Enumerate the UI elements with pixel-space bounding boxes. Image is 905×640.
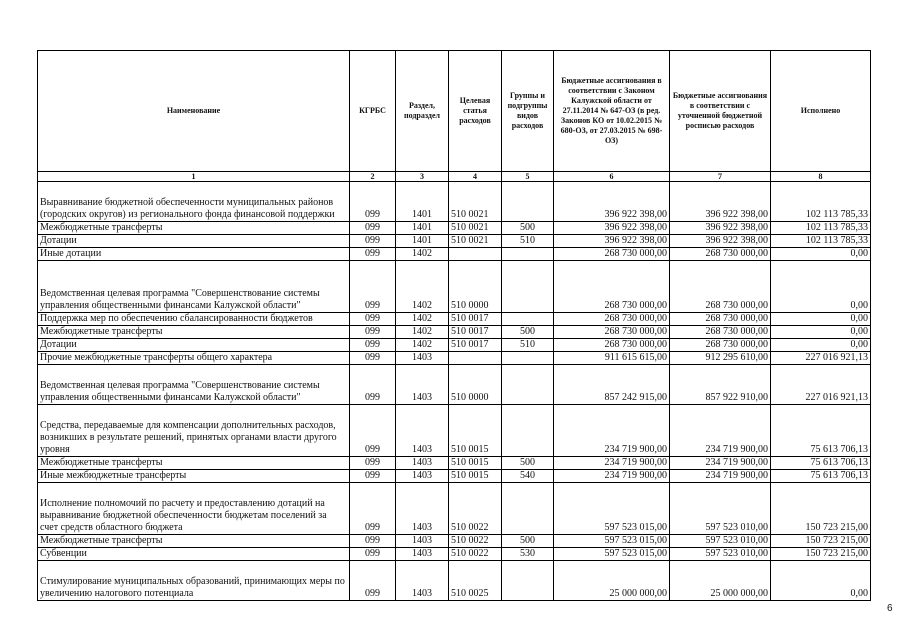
cell-kgrbs: 099 bbox=[350, 339, 396, 352]
header-executed: Исполнено bbox=[771, 51, 871, 172]
cell-executed: 0,00 bbox=[771, 261, 871, 313]
column-number: 3 bbox=[396, 172, 449, 182]
header-article: Целевая статья расходов bbox=[449, 51, 502, 172]
cell-law-appropriation: 396 922 398,00 bbox=[554, 182, 670, 222]
cell-group: 530 bbox=[502, 548, 554, 561]
cell-kgrbs: 099 bbox=[350, 405, 396, 457]
cell-article: 510 0022 bbox=[449, 483, 502, 535]
table-row bbox=[38, 457, 871, 470]
cell-article: 510 0015 bbox=[449, 405, 502, 457]
cell-article: 510 0021 bbox=[449, 235, 502, 248]
cell-section: 1402 bbox=[396, 248, 449, 261]
table-row bbox=[38, 222, 871, 235]
cell-law-appropriation: 234 719 900,00 bbox=[554, 405, 670, 457]
cell-kgrbs: 099 bbox=[350, 352, 396, 365]
cell-law-appropriation: 268 730 000,00 bbox=[554, 261, 670, 313]
table-row bbox=[38, 248, 871, 261]
column-number-row bbox=[38, 172, 871, 182]
cell-kgrbs: 099 bbox=[350, 548, 396, 561]
cell-executed: 150 723 215,00 bbox=[771, 535, 871, 548]
cell-article: 510 0017 bbox=[449, 339, 502, 352]
cell-kgrbs: 099 bbox=[350, 457, 396, 470]
cell-group: 540 bbox=[502, 470, 554, 483]
cell-name: Иные межбюджетные трансферты bbox=[38, 470, 350, 483]
cell-article: 510 0022 bbox=[449, 535, 502, 548]
table-row bbox=[38, 483, 871, 535]
cell-roster-appropriation: 268 730 000,00 bbox=[670, 339, 771, 352]
cell-law-appropriation: 268 730 000,00 bbox=[554, 313, 670, 326]
cell-law-appropriation: 234 719 900,00 bbox=[554, 470, 670, 483]
cell-law-appropriation: 268 730 000,00 bbox=[554, 326, 670, 339]
table-row bbox=[38, 365, 871, 405]
cell-article: 510 0021 bbox=[449, 182, 502, 222]
cell-roster-appropriation: 396 922 398,00 bbox=[670, 235, 771, 248]
cell-law-appropriation: 597 523 015,00 bbox=[554, 548, 670, 561]
cell-name: Поддержка мер по обеспечению сбалансированности бюджетов bbox=[38, 313, 350, 326]
cell-executed: 150 723 215,00 bbox=[771, 548, 871, 561]
cell-name: Выравнивание бюджетной обеспеченности муниципальных районов (городских округов) из регионального фонда финансовой поддержки bbox=[38, 182, 350, 222]
cell-group: 510 bbox=[502, 235, 554, 248]
cell-article: 510 0022 bbox=[449, 548, 502, 561]
cell-name: Межбюджетные трансферты bbox=[38, 326, 350, 339]
column-number: 2 bbox=[350, 172, 396, 182]
cell-kgrbs: 099 bbox=[350, 365, 396, 405]
cell-law-appropriation: 597 523 015,00 bbox=[554, 483, 670, 535]
cell-name: Исполнение полномочий по расчету и предоставлению дотаций на выравнивание бюджетной обеспеченности бюджетам поселений за счет средств областного бюджета bbox=[38, 483, 350, 535]
cell-group bbox=[502, 405, 554, 457]
cell-name: Субвенции bbox=[38, 548, 350, 561]
cell-roster-appropriation: 396 922 398,00 bbox=[670, 182, 771, 222]
cell-kgrbs: 099 bbox=[350, 248, 396, 261]
cell-name: Дотации bbox=[38, 235, 350, 248]
cell-section: 1403 bbox=[396, 535, 449, 548]
cell-article: 510 0015 bbox=[449, 470, 502, 483]
cell-law-appropriation: 911 615 615,00 bbox=[554, 352, 670, 365]
cell-group bbox=[502, 365, 554, 405]
cell-group: 510 bbox=[502, 339, 554, 352]
cell-group bbox=[502, 182, 554, 222]
cell-roster-appropriation: 268 730 000,00 bbox=[670, 313, 771, 326]
cell-section: 1401 bbox=[396, 235, 449, 248]
table-row bbox=[38, 261, 871, 313]
table-row bbox=[38, 352, 871, 365]
cell-name: Ведомственная целевая программа "Совершенствование системы управления общественными финансами Калужской области" bbox=[38, 365, 350, 405]
header-group: Группы и подгруппы видов расходов bbox=[502, 51, 554, 172]
cell-law-appropriation: 396 922 398,00 bbox=[554, 222, 670, 235]
cell-section: 1403 bbox=[396, 352, 449, 365]
cell-name: Межбюджетные трансферты bbox=[38, 535, 350, 548]
cell-section: 1401 bbox=[396, 222, 449, 235]
cell-group bbox=[502, 352, 554, 365]
cell-roster-appropriation: 912 295 610,00 bbox=[670, 352, 771, 365]
cell-executed: 102 113 785,33 bbox=[771, 222, 871, 235]
budget-table bbox=[37, 50, 871, 601]
cell-name: Межбюджетные трансферты bbox=[38, 457, 350, 470]
cell-article: 510 0017 bbox=[449, 326, 502, 339]
cell-article bbox=[449, 248, 502, 261]
cell-roster-appropriation: 268 730 000,00 bbox=[670, 248, 771, 261]
cell-law-appropriation: 857 242 915,00 bbox=[554, 365, 670, 405]
cell-section: 1403 bbox=[396, 405, 449, 457]
cell-law-appropriation: 234 719 900,00 bbox=[554, 457, 670, 470]
cell-roster-appropriation: 597 523 010,00 bbox=[670, 548, 771, 561]
cell-article bbox=[449, 352, 502, 365]
cell-roster-appropriation: 597 523 010,00 bbox=[670, 483, 771, 535]
cell-section: 1402 bbox=[396, 326, 449, 339]
cell-article: 510 0000 bbox=[449, 261, 502, 313]
cell-executed: 227 016 921,13 bbox=[771, 352, 871, 365]
cell-name: Стимулирование муниципальных образований, принимающих меры по увеличению налогового потенциала bbox=[38, 561, 350, 601]
cell-section: 1402 bbox=[396, 313, 449, 326]
column-number: 6 bbox=[554, 172, 670, 182]
cell-section: 1402 bbox=[396, 261, 449, 313]
cell-executed: 0,00 bbox=[771, 561, 871, 601]
cell-kgrbs: 099 bbox=[350, 470, 396, 483]
cell-roster-appropriation: 25 000 000,00 bbox=[670, 561, 771, 601]
cell-kgrbs: 099 bbox=[350, 561, 396, 601]
cell-article: 510 0000 bbox=[449, 365, 502, 405]
cell-roster-appropriation: 597 523 010,00 bbox=[670, 535, 771, 548]
column-number: 8 bbox=[771, 172, 871, 182]
cell-law-appropriation: 396 922 398,00 bbox=[554, 235, 670, 248]
cell-kgrbs: 099 bbox=[350, 326, 396, 339]
cell-section: 1403 bbox=[396, 470, 449, 483]
cell-group bbox=[502, 313, 554, 326]
table-row bbox=[38, 535, 871, 548]
cell-roster-appropriation: 268 730 000,00 bbox=[670, 326, 771, 339]
table-row bbox=[38, 561, 871, 601]
cell-group: 500 bbox=[502, 535, 554, 548]
header-name: Наименование bbox=[38, 51, 350, 172]
column-number: 1 bbox=[38, 172, 350, 182]
cell-roster-appropriation: 857 922 910,00 bbox=[670, 365, 771, 405]
cell-article: 510 0015 bbox=[449, 457, 502, 470]
cell-section: 1402 bbox=[396, 339, 449, 352]
cell-law-appropriation: 25 000 000,00 bbox=[554, 561, 670, 601]
cell-roster-appropriation: 234 719 900,00 bbox=[670, 470, 771, 483]
cell-kgrbs: 099 bbox=[350, 535, 396, 548]
column-number: 5 bbox=[502, 172, 554, 182]
table-row bbox=[38, 339, 871, 352]
cell-executed: 75 613 706,13 bbox=[771, 457, 871, 470]
cell-group bbox=[502, 261, 554, 313]
cell-name: Средства, передаваемые для компенсации дополнительных расходов, возникших в результате решений, принятых органами власти другого уровня bbox=[38, 405, 350, 457]
cell-section: 1403 bbox=[396, 483, 449, 535]
header-law-appropriations: Бюджетные ассигнования в соответствии с Законом Калужской области от 27.11.2014 № 647-ОЗ (в ред. Законов КО от 10.02.2015 № 680-ОЗ, от 27.03.2015 № 698-ОЗ) bbox=[554, 51, 670, 172]
cell-kgrbs: 099 bbox=[350, 182, 396, 222]
cell-executed: 0,00 bbox=[771, 339, 871, 352]
cell-roster-appropriation: 234 719 900,00 bbox=[670, 457, 771, 470]
header-kgrbs: КГРБС bbox=[350, 51, 396, 172]
cell-group bbox=[502, 248, 554, 261]
cell-roster-appropriation: 234 719 900,00 bbox=[670, 405, 771, 457]
cell-article: 510 0025 bbox=[449, 561, 502, 601]
cell-name: Иные дотации bbox=[38, 248, 350, 261]
table-row bbox=[38, 182, 871, 222]
cell-executed: 102 113 785,33 bbox=[771, 235, 871, 248]
cell-executed: 0,00 bbox=[771, 313, 871, 326]
cell-executed: 0,00 bbox=[771, 248, 871, 261]
cell-group: 500 bbox=[502, 326, 554, 339]
table-row bbox=[38, 326, 871, 339]
cell-executed: 75 613 706,13 bbox=[771, 470, 871, 483]
table-row bbox=[38, 235, 871, 248]
cell-kgrbs: 099 bbox=[350, 313, 396, 326]
cell-section: 1403 bbox=[396, 548, 449, 561]
cell-executed: 0,00 bbox=[771, 326, 871, 339]
header-section: Раздел, подраздел bbox=[396, 51, 449, 172]
column-number: 7 bbox=[670, 172, 771, 182]
cell-executed: 150 723 215,00 bbox=[771, 483, 871, 535]
cell-kgrbs: 099 bbox=[350, 261, 396, 313]
page-number: 6 bbox=[887, 603, 893, 614]
cell-name: Дотации bbox=[38, 339, 350, 352]
cell-executed: 102 113 785,33 bbox=[771, 182, 871, 222]
cell-section: 1403 bbox=[396, 457, 449, 470]
header-roster-appropriations: Бюджетные ассигнования в соответствии с уточненной бюджетной росписью расходов bbox=[670, 51, 771, 172]
cell-group: 500 bbox=[502, 457, 554, 470]
cell-law-appropriation: 268 730 000,00 bbox=[554, 248, 670, 261]
cell-section: 1403 bbox=[396, 365, 449, 405]
cell-law-appropriation: 268 730 000,00 bbox=[554, 339, 670, 352]
cell-name: Межбюджетные трансферты bbox=[38, 222, 350, 235]
cell-group bbox=[502, 483, 554, 535]
cell-kgrbs: 099 bbox=[350, 222, 396, 235]
table-row bbox=[38, 405, 871, 457]
cell-executed: 75 613 706,13 bbox=[771, 405, 871, 457]
cell-executed: 227 016 921,13 bbox=[771, 365, 871, 405]
cell-section: 1403 bbox=[396, 561, 449, 601]
cell-name: Прочие межбюджетные трансферты общего характера bbox=[38, 352, 350, 365]
table-row bbox=[38, 313, 871, 326]
cell-roster-appropriation: 396 922 398,00 bbox=[670, 222, 771, 235]
table-row bbox=[38, 470, 871, 483]
column-number: 4 bbox=[449, 172, 502, 182]
cell-name: Ведомственная целевая программа "Совершенствование системы управления общественными финансами Калужской области" bbox=[38, 261, 350, 313]
cell-section: 1401 bbox=[396, 182, 449, 222]
cell-kgrbs: 099 bbox=[350, 235, 396, 248]
header-row bbox=[38, 51, 871, 172]
cell-group bbox=[502, 561, 554, 601]
cell-article: 510 0021 bbox=[449, 222, 502, 235]
cell-article: 510 0017 bbox=[449, 313, 502, 326]
cell-law-appropriation: 597 523 015,00 bbox=[554, 535, 670, 548]
table-row bbox=[38, 548, 871, 561]
cell-roster-appropriation: 268 730 000,00 bbox=[670, 261, 771, 313]
cell-group: 500 bbox=[502, 222, 554, 235]
cell-kgrbs: 099 bbox=[350, 483, 396, 535]
